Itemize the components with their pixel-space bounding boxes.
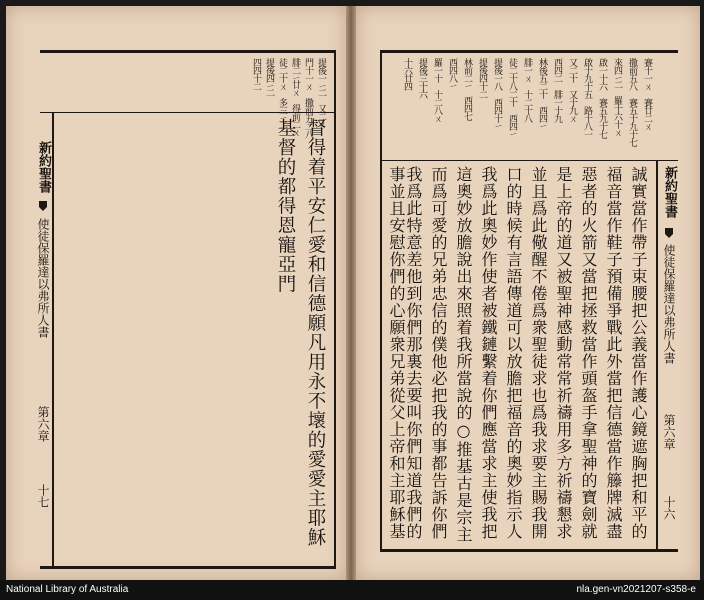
body-text-column: 福音當作鞋子預備爭戰此外當把信德當作籐牌滅盡	[604, 166, 623, 540]
scripture-ref-note: 西四二 腓一十九	[552, 58, 562, 122]
body-text-column: 督得着平安仁愛和信德願凡用永不壞的愛愛主耶穌	[305, 118, 326, 547]
epistle-title: 使徒保羅達以弗所人書	[36, 218, 50, 338]
book-binding	[346, 6, 356, 580]
left-border-rule	[380, 50, 382, 552]
body-text-column: 我爲此特意差他到你們那裏去要叫你們知道我們的	[404, 166, 423, 540]
body-text-column: 基督的都得恩寵亞門	[275, 118, 296, 294]
scripture-ref-note: 來四ㄧ二 羅十六十ㄨ	[612, 58, 622, 137]
book-title: 新約聖書	[662, 166, 677, 218]
notes-divider-rule	[380, 160, 678, 161]
scripture-ref-note: 羅一十 十二八ㄨ	[432, 58, 442, 122]
right-border-rule	[334, 50, 336, 569]
gutter-rule	[656, 160, 658, 552]
scripture-ref-note: 提後四十二	[477, 58, 487, 98]
bottom-rule	[40, 566, 336, 569]
scripture-ref-note: 西四八ㄧ	[447, 58, 457, 89]
scripture-ref-note: 提後三十六	[417, 58, 427, 98]
top-rule-thick	[40, 50, 336, 53]
body-text-column: 是上帝的道又被聖神感動常常祈禱用多方祈禱懇求	[554, 166, 573, 540]
ornament-mark	[39, 201, 47, 211]
book-title: 新約聖書	[36, 141, 51, 193]
scripture-ref-note: 徒二十八二十 西四ㄧ	[507, 58, 517, 137]
body-text-column: 口的時候有言語傳道可以放膽把福音的奧妙指示人	[504, 166, 523, 540]
scripture-ref-note: 腓二ㄧ廿ㄨ 得前二ㄨ	[290, 58, 300, 137]
scripture-ref-note: 林後五二十 西四ㄧ	[537, 58, 547, 129]
item-identifier: nla.gen-vn2021207-s358-e	[576, 584, 696, 595]
body-text-column: 我爲此奧妙作使者被鐵鏈繫着你們應當求主使我把	[479, 166, 498, 540]
top-rule-thick	[380, 50, 678, 53]
chapter-label: 第六章	[662, 414, 676, 450]
footer-bar	[0, 580, 704, 600]
body-text-column: 事並且安慰你們的心願衆兄弟從父上帝和主耶穌基	[387, 166, 406, 540]
gutter-rule	[52, 112, 54, 569]
library-name: National Library of Australia	[6, 584, 129, 595]
body-text-column: 這奧妙放膽說出來照着我所當說的○推基古是宗主	[454, 166, 473, 543]
epistle-title: 使徒保羅達以弗所人書	[662, 244, 676, 364]
scripture-ref-note: 撒前五八 賽五十九十七	[627, 58, 637, 146]
body-text-column: 而爲可愛的兄弟忠信的僕他必把我的事都告訴你們	[429, 166, 448, 540]
scripture-ref-note: 賽十一ㄨ 賽廿二ㄨ	[642, 58, 652, 130]
scripture-ref-note: 林前二ㄧ 西四七	[462, 58, 472, 121]
page-number: 十六	[662, 496, 676, 520]
scripture-ref-note: 提後四ㄧ二	[264, 58, 274, 97]
scripture-ref-note: 提後一八 西四十ㄧ	[492, 58, 502, 129]
body-text-column: 誠實當作帶子束腰把公義當作護心鏡遮胸把和平的	[629, 166, 648, 540]
scripture-ref-note: 又二十 又十九ㄨ	[567, 58, 577, 122]
scripture-ref-note: 提後一ㄧ二 又二ㄨ	[316, 58, 326, 129]
left-page	[6, 6, 346, 580]
body-text-column: 並且爲此儆醒不倦爲衆聖徒求也爲我求要主賜我開	[529, 166, 548, 540]
chapter-label: 第六章	[36, 406, 50, 442]
scripture-ref-note: 徒二十ㄨ 多三ㄧ二	[277, 58, 287, 129]
bottom-rule	[380, 549, 678, 552]
scripture-ref-note: 啟一十六 賽五九十七	[597, 58, 607, 138]
right-page	[356, 6, 700, 580]
scripture-ref-note: 四四十二	[251, 58, 261, 90]
page-number: 十七	[36, 484, 50, 508]
ornament-mark	[665, 228, 673, 238]
scripture-ref-note: 啟十九十五 路十八一	[582, 58, 592, 138]
body-text-column: 惡者的火箭又當把拯救當作頭盔手拿聖神的寶劍就	[579, 166, 598, 540]
scripture-ref-note: 十六廿四	[402, 58, 412, 90]
scripture-ref-note: 腓一ㄨ 十二十八	[522, 58, 532, 122]
scripture-ref-note: 門十一ㄨ 撒前五二八	[303, 58, 313, 138]
